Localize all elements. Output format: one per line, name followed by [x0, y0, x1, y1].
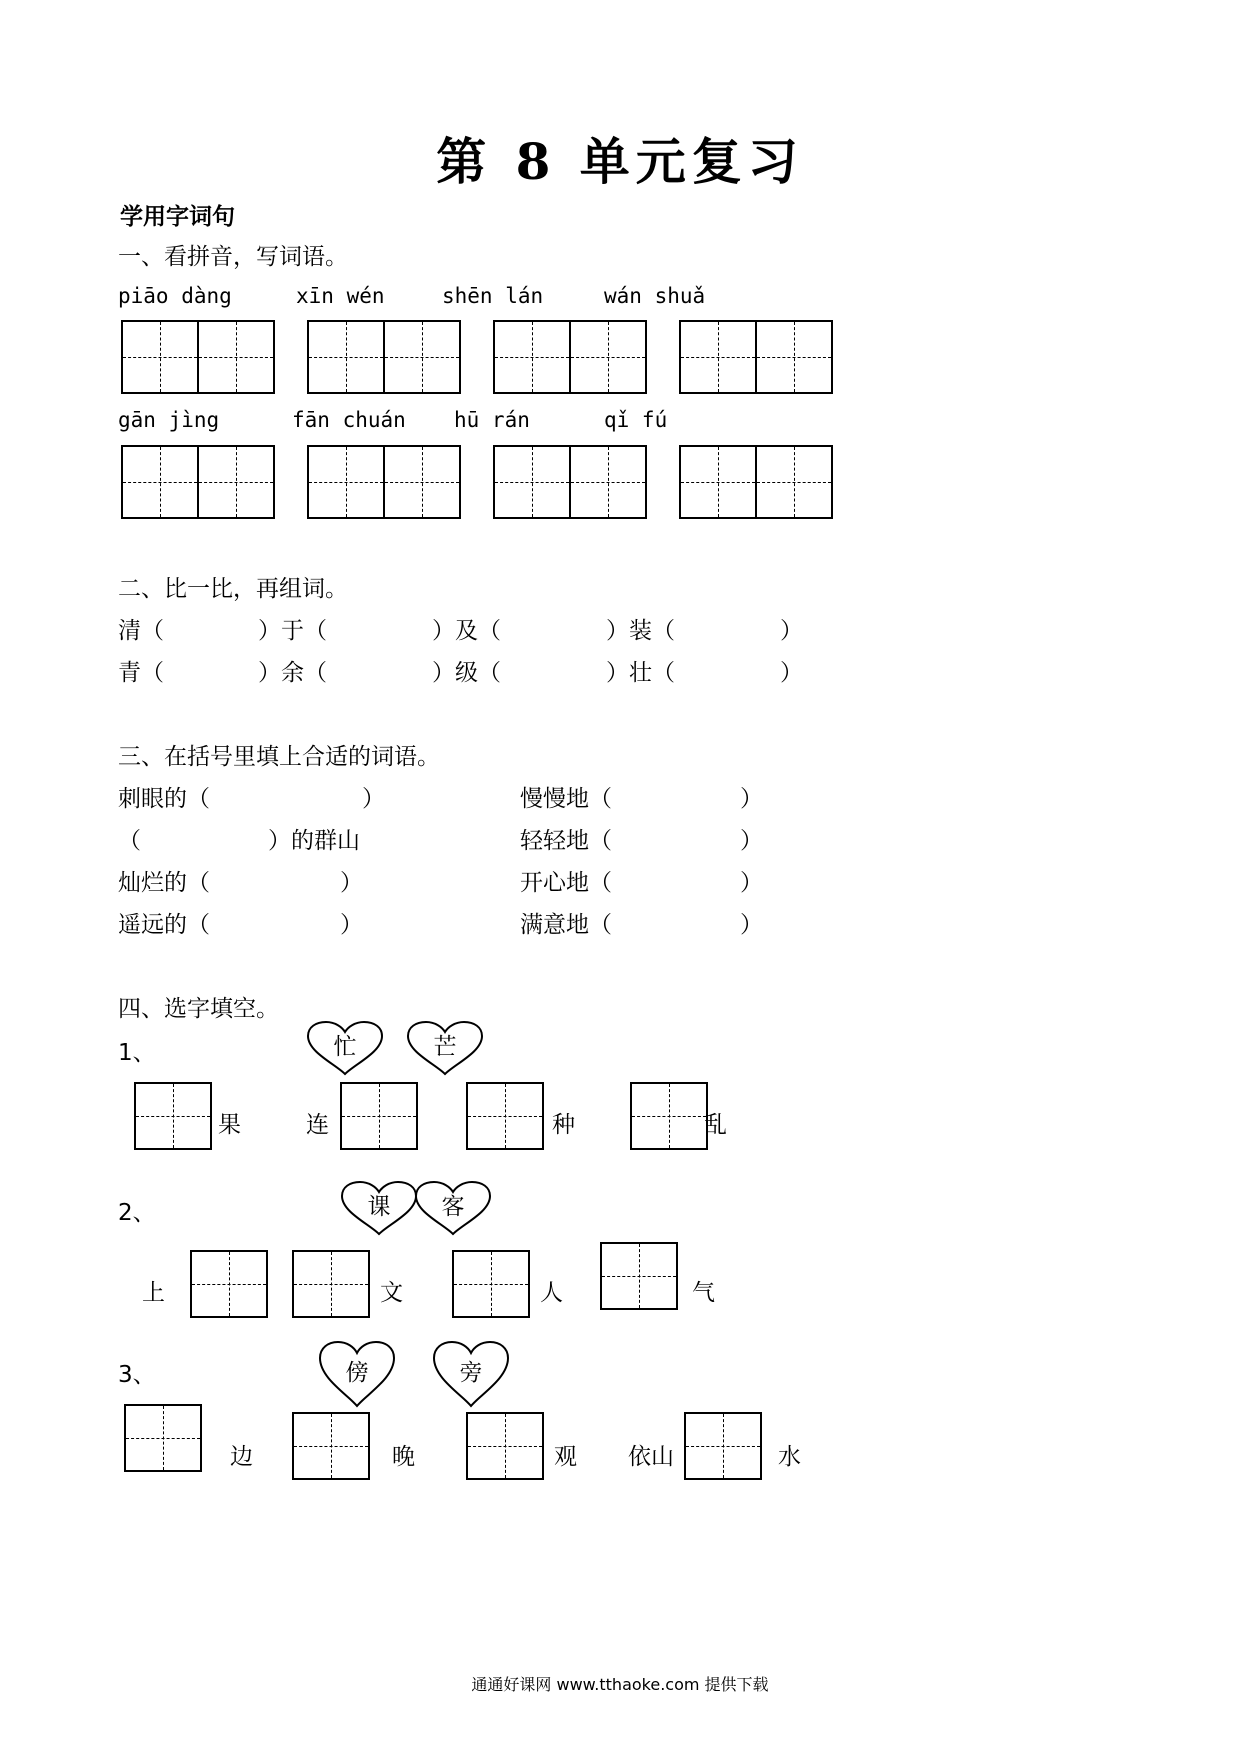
word-compare-item: 清（ — [118, 618, 164, 644]
heart-character: 客 — [441, 1194, 465, 1220]
word-fragment: 连 — [306, 1112, 329, 1138]
fill-item: ） — [340, 870, 363, 896]
word-fragment: 气 — [692, 1280, 715, 1306]
word-compare-item: ）装（ — [606, 618, 675, 644]
word-compare-item: ）壮（ — [606, 660, 675, 686]
writing-box[interactable] — [190, 1250, 268, 1318]
subtitle: 学用字词句 — [120, 204, 235, 230]
word-compare-item: ） — [780, 618, 803, 644]
writing-box[interactable] — [292, 1412, 370, 1480]
section1-heading: 一、看拼音，写词语。 — [118, 244, 348, 270]
word-compare-item: ）余（ — [258, 660, 327, 686]
pinyin-label: piāo dàng — [118, 284, 232, 308]
writing-box[interactable] — [600, 1242, 678, 1310]
writing-box[interactable] — [755, 445, 833, 519]
writing-box[interactable] — [755, 320, 833, 394]
writing-box[interactable] — [134, 1082, 212, 1150]
writing-box[interactable] — [197, 445, 275, 519]
page-title: 第 8 单元复习 — [436, 132, 804, 191]
fill-item: 开心地（ — [520, 870, 612, 896]
writing-box[interactable] — [307, 320, 385, 394]
heart-icon — [412, 1180, 494, 1236]
writing-box[interactable] — [383, 445, 461, 519]
word-compare-item: ）于（ — [258, 618, 327, 644]
fill-item: ）的群山 — [268, 828, 360, 854]
word-fragment: 乱 — [704, 1112, 727, 1138]
heart-icon — [304, 1020, 386, 1076]
word-fragment: 晚 — [392, 1444, 415, 1470]
fill-item: ） — [740, 912, 763, 938]
writing-box[interactable] — [307, 445, 385, 519]
pinyin-label: shēn lán — [442, 284, 544, 308]
fill-item: 满意地（ — [520, 912, 612, 938]
writing-box[interactable] — [124, 1404, 202, 1472]
writing-box[interactable] — [569, 320, 647, 394]
word-compare-item: ）级（ — [432, 660, 501, 686]
word-fragment: 人 — [540, 1280, 563, 1306]
question-number: 3、 — [118, 1362, 156, 1388]
fill-item: 刺眼的（ — [118, 786, 210, 812]
heart-icon — [404, 1020, 486, 1076]
word-fragment: 上 — [142, 1280, 165, 1306]
pinyin-label: gān jìng — [118, 408, 220, 432]
word-compare-item: ） — [780, 660, 803, 686]
word-fragment: 边 — [230, 1444, 253, 1470]
section4-heading: 四、选字填空。 — [118, 996, 279, 1022]
pinyin-label: fān chuán — [292, 408, 406, 432]
pinyin-label: hū rán — [454, 408, 530, 432]
writing-box[interactable] — [383, 320, 461, 394]
footer-credit: 通通好课网 www.tthaoke.com 提供下载 — [471, 1675, 769, 1694]
question-number: 1、 — [118, 1040, 156, 1066]
heart-icon — [430, 1340, 512, 1408]
writing-box[interactable] — [466, 1412, 544, 1480]
heart-icon — [316, 1340, 398, 1408]
writing-box[interactable] — [340, 1082, 418, 1150]
word-compare-item: ）及（ — [432, 618, 501, 644]
word-fragment: 观 — [554, 1444, 577, 1470]
question-number: 2、 — [118, 1200, 156, 1226]
writing-box[interactable] — [197, 320, 275, 394]
heart-icon — [338, 1180, 420, 1236]
section3-heading: 三、在括号里填上合适的词语。 — [118, 744, 440, 770]
writing-box[interactable] — [292, 1250, 370, 1318]
word-fragment: 果 — [218, 1112, 241, 1138]
writing-box[interactable] — [493, 445, 571, 519]
section2-heading: 二、比一比，再组词。 — [118, 576, 348, 602]
writing-box[interactable] — [630, 1082, 708, 1150]
fill-item: ） — [340, 912, 363, 938]
pinyin-label: qǐ fú — [604, 408, 668, 432]
heart-character: 芒 — [433, 1034, 457, 1060]
writing-box[interactable] — [121, 320, 199, 394]
pinyin-label: xīn wén — [296, 284, 385, 308]
heart-character: 旁 — [459, 1360, 483, 1386]
writing-box[interactable] — [569, 445, 647, 519]
fill-item: 灿烂的（ — [118, 870, 210, 896]
fill-item: ） — [362, 786, 385, 812]
word-fragment: 依山 — [628, 1444, 674, 1470]
writing-box[interactable] — [684, 1412, 762, 1480]
fill-item: ） — [740, 870, 763, 896]
pinyin-label: wán shuǎ — [604, 284, 706, 308]
word-fragment: 文 — [380, 1280, 403, 1306]
writing-box[interactable] — [679, 320, 757, 394]
word-fragment: 水 — [778, 1444, 801, 1470]
fill-item: 慢慢地（ — [520, 786, 612, 812]
heart-character: 傍 — [345, 1360, 369, 1386]
word-compare-item: 青（ — [118, 660, 164, 686]
fill-item: 遥远的（ — [118, 912, 210, 938]
heart-character: 课 — [367, 1194, 391, 1220]
word-fragment: 种 — [552, 1112, 575, 1138]
writing-box[interactable] — [452, 1250, 530, 1318]
writing-box[interactable] — [493, 320, 571, 394]
fill-item: 轻轻地（ — [520, 828, 612, 854]
heart-character: 忙 — [333, 1034, 357, 1060]
fill-item: （ — [118, 828, 141, 854]
fill-item: ） — [740, 828, 763, 854]
fill-item: ） — [740, 786, 763, 812]
writing-box[interactable] — [121, 445, 199, 519]
writing-box[interactable] — [679, 445, 757, 519]
writing-box[interactable] — [466, 1082, 544, 1150]
